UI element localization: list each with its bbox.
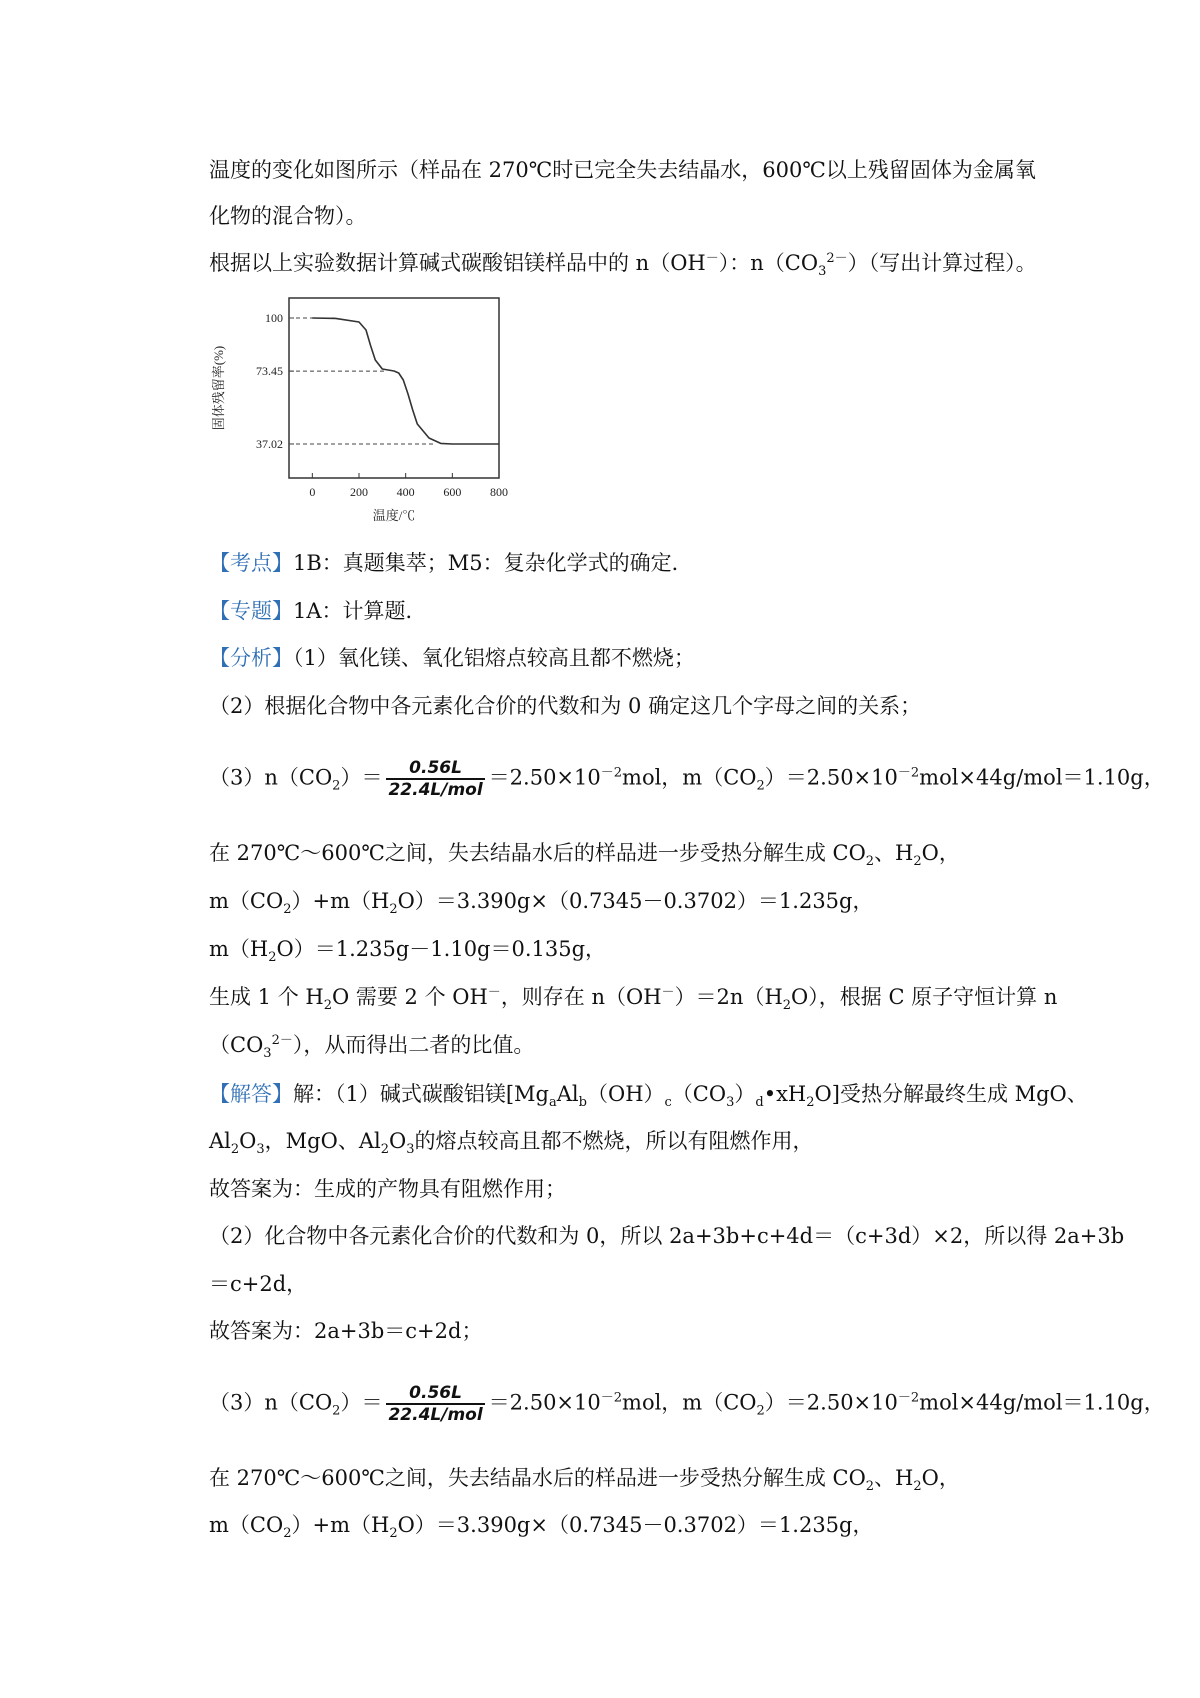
- subscript: 2: [806, 1095, 815, 1111]
- y-axis-label: 固体残留率(%): [211, 345, 226, 431]
- subscript: 2: [865, 854, 875, 870]
- text: 解：（1）碱式碳酸铝镁[Mg: [293, 1082, 549, 1106]
- subscript: 2: [913, 1479, 922, 1495]
- text: O）＝3.390g×（0.7345－0.3702）＝1.235g，: [397, 889, 874, 913]
- text: mol×44g/mol＝1.10g，: [919, 765, 1165, 790]
- equation-line: [209, 1383, 1165, 1425]
- text: 的熔点较高且都不燃烧，所以有阻燃作用，: [414, 1129, 814, 1153]
- fraction-numerator: 0.56L: [409, 758, 462, 778]
- x-tick-label: 0: [309, 485, 316, 499]
- plot-frame: [289, 298, 499, 478]
- text-line: [209, 644, 695, 672]
- subscript: 2: [268, 950, 277, 966]
- subscript: 2: [332, 1403, 341, 1419]
- text: O，: [921, 841, 960, 865]
- text: mol×44g/mol＝1.10g，: [919, 1390, 1165, 1415]
- text: 、H: [874, 1466, 914, 1490]
- text-line: [209, 1127, 814, 1158]
- text-line: 故答案为：2a+3b＝c+2d；: [209, 1319, 483, 1343]
- text-line: （2）化合物中各元素化合价的代数和为 0，所以 2a+3b+c+4d＝（c+3d）×2，所以得 2a+3b: [209, 1224, 1125, 1248]
- text: O]受热分解最终生成 MgO、: [814, 1082, 1088, 1106]
- text: ，MgO、Al: [264, 1129, 381, 1153]
- equation-line: [209, 758, 1165, 800]
- text-line: [209, 1511, 874, 1542]
- subscript: 2: [380, 1142, 389, 1158]
- subscript: 2: [782, 998, 792, 1014]
- text: ）＝2n（H: [674, 985, 783, 1009]
- text: ＝2.50×10: [488, 1390, 601, 1415]
- text: m（H: [209, 937, 269, 961]
- fraction: [386, 758, 484, 800]
- superscript: －2: [897, 765, 920, 781]
- text: 根据以上实验数据计算碱式碳酸铝镁样品中的 n（OH: [209, 251, 706, 275]
- subscript: 2: [756, 778, 765, 794]
- subscript: 2: [865, 1479, 875, 1495]
- text: Al: [556, 1082, 579, 1106]
- text: ）：n（CO: [718, 251, 819, 275]
- text: mol，m（CO: [622, 765, 757, 790]
- text: 在 270℃～600℃之间，失去结晶水后的样品进一步受热分解生成 CO: [209, 1466, 866, 1490]
- text: mol，m（CO: [622, 1390, 757, 1415]
- text: •xH: [763, 1082, 807, 1106]
- text: O: [239, 1129, 257, 1153]
- subscript: 2: [230, 1142, 240, 1158]
- x-tick-label: 200: [350, 485, 368, 499]
- text: O: [389, 1129, 407, 1153]
- text: 1B：真题集萃；M5：复杂化学式的确定．: [293, 551, 693, 575]
- text: O），根据 C 原子守恒计算 n: [791, 985, 1058, 1009]
- text: ，则存在 n（OH: [500, 985, 662, 1009]
- x-tick-label: 800: [490, 485, 508, 499]
- text: （CO: [209, 1033, 264, 1057]
- text: O）＝1.235g－1.10g＝0.135g，: [276, 937, 607, 961]
- text-line: [209, 935, 607, 966]
- subscript: 3: [726, 1095, 735, 1111]
- subscript: d: [755, 1095, 764, 1111]
- section-tag-kaodian: 【考点】: [209, 551, 293, 575]
- text: ）＝: [340, 765, 383, 790]
- superscript: －: [705, 251, 719, 266]
- superscript: 2－: [271, 1033, 293, 1048]
- text: ）+m（H: [291, 1513, 390, 1537]
- text: （1）氧化镁、氧化铝熔点较高且都不燃烧；: [293, 646, 695, 670]
- y-tick-label: 37.02: [256, 436, 283, 451]
- superscript: 2－: [826, 251, 848, 266]
- x-tick-label: 400: [396, 485, 415, 499]
- text: O 需要 2 个 OH: [331, 985, 488, 1009]
- text-line: [209, 1080, 1088, 1111]
- chart: [209, 290, 519, 535]
- fraction-denominator: 22.4L/mol: [388, 780, 483, 800]
- text-line: （2）根据化合物中各元素化合价的代数和为 0 确定这几个字母之间的关系；: [209, 694, 922, 718]
- subscript: a: [549, 1095, 557, 1111]
- subscript: 3: [256, 1142, 265, 1158]
- fraction: [386, 1383, 484, 1425]
- x-axis-label: 温度/℃: [372, 508, 416, 523]
- subscript: 3: [263, 1046, 272, 1062]
- text-line: ＝c+2d，: [209, 1272, 308, 1296]
- text: （OH）: [586, 1082, 665, 1106]
- x-tick-label: 600: [443, 485, 462, 499]
- fraction-numerator: 0.56L: [409, 1383, 462, 1403]
- section-tag-fenxi: 【分析】: [209, 646, 293, 670]
- text: ）+m（H: [291, 889, 390, 913]
- subscript: 3: [818, 264, 827, 280]
- text: ）＝2.50×10: [764, 765, 898, 790]
- text: 在 270℃～600℃之间，失去结晶水后的样品进一步受热分解生成 CO: [209, 841, 866, 865]
- text-line: [209, 1031, 535, 1062]
- text: ）＝2.50×10: [764, 1390, 898, 1415]
- text-line: 化物的混合物）。: [209, 204, 367, 228]
- section-tag-jieda: 【解答】: [209, 1082, 293, 1106]
- subscript: 2: [283, 1526, 292, 1542]
- text-line: [209, 249, 1037, 280]
- y-tick-label: 100: [265, 311, 283, 325]
- text-line: 故答案为：生成的产物具有阻燃作用；: [209, 1177, 566, 1201]
- text: ＝2.50×10: [488, 765, 601, 790]
- text-line: 温度的变化如图所示（样品在 270℃时已完全失去结晶水，600℃以上残留固体为金属氧: [209, 158, 1036, 182]
- text-line: [209, 597, 427, 625]
- text: （3）n（CO: [209, 765, 333, 790]
- superscript: －: [487, 985, 501, 1000]
- subscript: 2: [283, 902, 292, 918]
- superscript: －2: [897, 1390, 920, 1406]
- text: O）＝3.390g×（0.7345－0.3702）＝1.235g，: [397, 1513, 874, 1537]
- text: ）: [734, 1082, 756, 1106]
- text-line: [209, 1464, 960, 1495]
- text-line: [209, 549, 693, 577]
- text: 、H: [874, 841, 914, 865]
- subscript: 2: [389, 902, 398, 918]
- text-line: [209, 839, 960, 870]
- superscript: －: [661, 985, 675, 1000]
- subscript: 2: [332, 778, 341, 794]
- subscript: 2: [913, 854, 922, 870]
- text: ）（写出计算过程）。: [847, 251, 1037, 275]
- subscript: 3: [406, 1142, 415, 1158]
- subscript: b: [578, 1095, 587, 1111]
- subscript: c: [664, 1095, 672, 1111]
- text: 1A：计算题．: [293, 599, 427, 623]
- fraction-denominator: 22.4L/mol: [388, 1405, 483, 1425]
- text: 生成 1 个 H: [209, 985, 324, 1009]
- text: O，: [921, 1466, 960, 1490]
- section-tag-zhuanti: 【专题】: [209, 599, 293, 623]
- text: m（CO: [209, 889, 284, 913]
- text: ）＝: [340, 1390, 383, 1415]
- superscript: －2: [600, 765, 623, 781]
- text-line: [209, 983, 1058, 1014]
- subscript: 2: [323, 998, 332, 1014]
- text: （3）n（CO: [209, 1390, 333, 1415]
- text: m（CO: [209, 1513, 284, 1537]
- subscript: 2: [389, 1526, 398, 1542]
- text: Al: [209, 1129, 231, 1153]
- text: ），从而得出二者的比值。: [292, 1033, 535, 1057]
- subscript: 2: [756, 1403, 765, 1419]
- text: （CO: [671, 1082, 727, 1106]
- text-line: [209, 887, 874, 918]
- data-line: [312, 318, 499, 444]
- superscript: －2: [600, 1390, 623, 1406]
- y-tick-label: 73.45: [256, 364, 283, 379]
